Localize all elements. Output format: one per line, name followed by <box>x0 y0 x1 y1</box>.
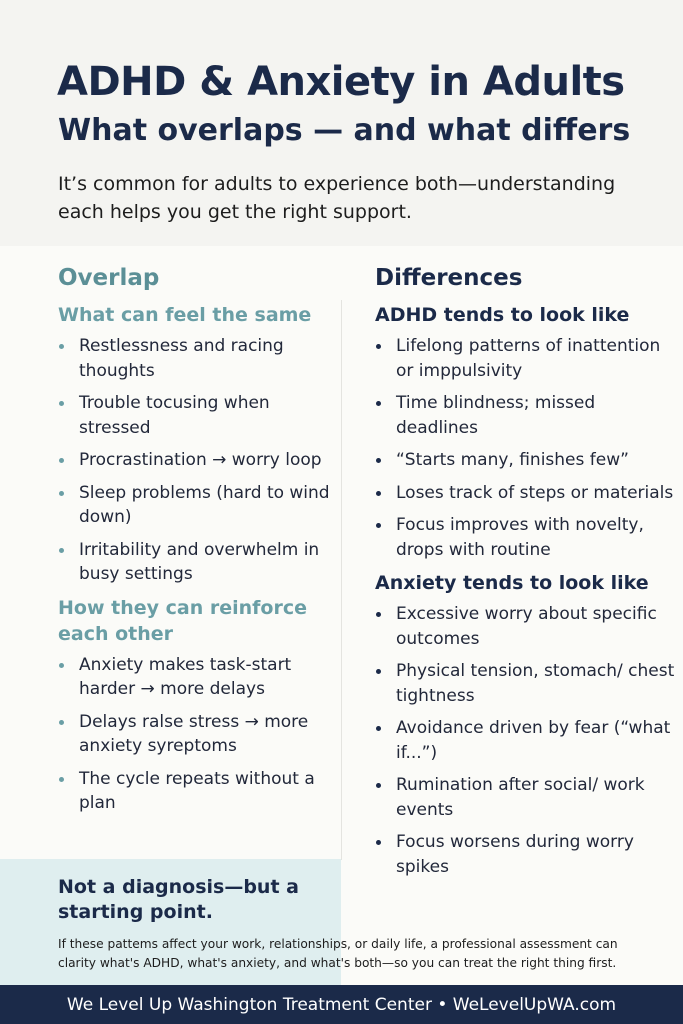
overlap-heading: Overlap <box>58 265 160 291</box>
list-item: Focus worsens during worry spikes <box>375 830 675 879</box>
column-divider <box>341 300 342 860</box>
note-title: Not a diagnosis—but a starting point. <box>58 876 299 923</box>
list-item: Procrastination → worry loop <box>58 448 333 473</box>
footer-bar <box>0 985 683 1024</box>
same-heading: What can feel the same <box>58 304 312 326</box>
anxiety-heading: Anxiety tends to look like <box>375 572 649 594</box>
list-item: Time blindness; missed deadlines <box>375 391 675 440</box>
differences-column <box>375 262 675 887</box>
list-item: Anxiety makes task-start harder → more delays <box>58 653 333 702</box>
list-item: Excessive worry about specific outcomes <box>375 602 675 651</box>
note-text: If these pattems affect your work, relationships, or daily life, a professional assessment can clarity what's ADHD, what's anxiety, and what's both—so you can treat the right thing first. <box>58 937 618 970</box>
differences-heading: Differences <box>375 265 523 291</box>
page-subtitle: What overlaps — and what differs <box>58 113 631 148</box>
overlap-column <box>58 262 333 824</box>
list-item: Restlessness and racing thoughts <box>58 334 333 383</box>
list-item: “Starts many, finishes few” <box>375 448 675 473</box>
page-title: ADHD & Anxiety in Adults <box>57 59 625 105</box>
list-item: Rumination after social/ work events <box>375 773 675 822</box>
list-item: Loses track of steps or materials <box>375 481 675 506</box>
reinforce-heading: How they can reinforce each other <box>58 596 307 645</box>
adhd-list <box>375 334 675 562</box>
list-item: Lifelong patterns of inattention or imppulsivity <box>375 334 675 383</box>
intro-text: It’s common for adults to experience both—understanding each helps you get the right support. <box>58 173 616 223</box>
same-list <box>58 334 333 587</box>
list-item: The cycle repeats without a plan <box>58 767 333 816</box>
list-item: Irritability and overwhelm in busy settings <box>58 538 333 587</box>
list-item: Physical tension, stomach/ chest tightness <box>375 659 675 708</box>
adhd-heading: ADHD tends to look like <box>375 304 630 326</box>
list-item: Avoidance driven by fear (“what if...”) <box>375 716 675 765</box>
list-item: Sleep problems (hard to wind down) <box>58 481 333 530</box>
list-item: Focus improves with novelty, drops with routine <box>375 513 675 562</box>
reinforce-list <box>58 653 333 816</box>
anxiety-list <box>375 602 675 879</box>
list-item: Delays ralse stress → more anxiety syreptoms <box>58 710 333 759</box>
list-item: Trouble tocusing when stressed <box>58 391 333 440</box>
footer-text: We Level Up Washington Treatment Center • WeLevelUpWA.com <box>66 994 617 1015</box>
